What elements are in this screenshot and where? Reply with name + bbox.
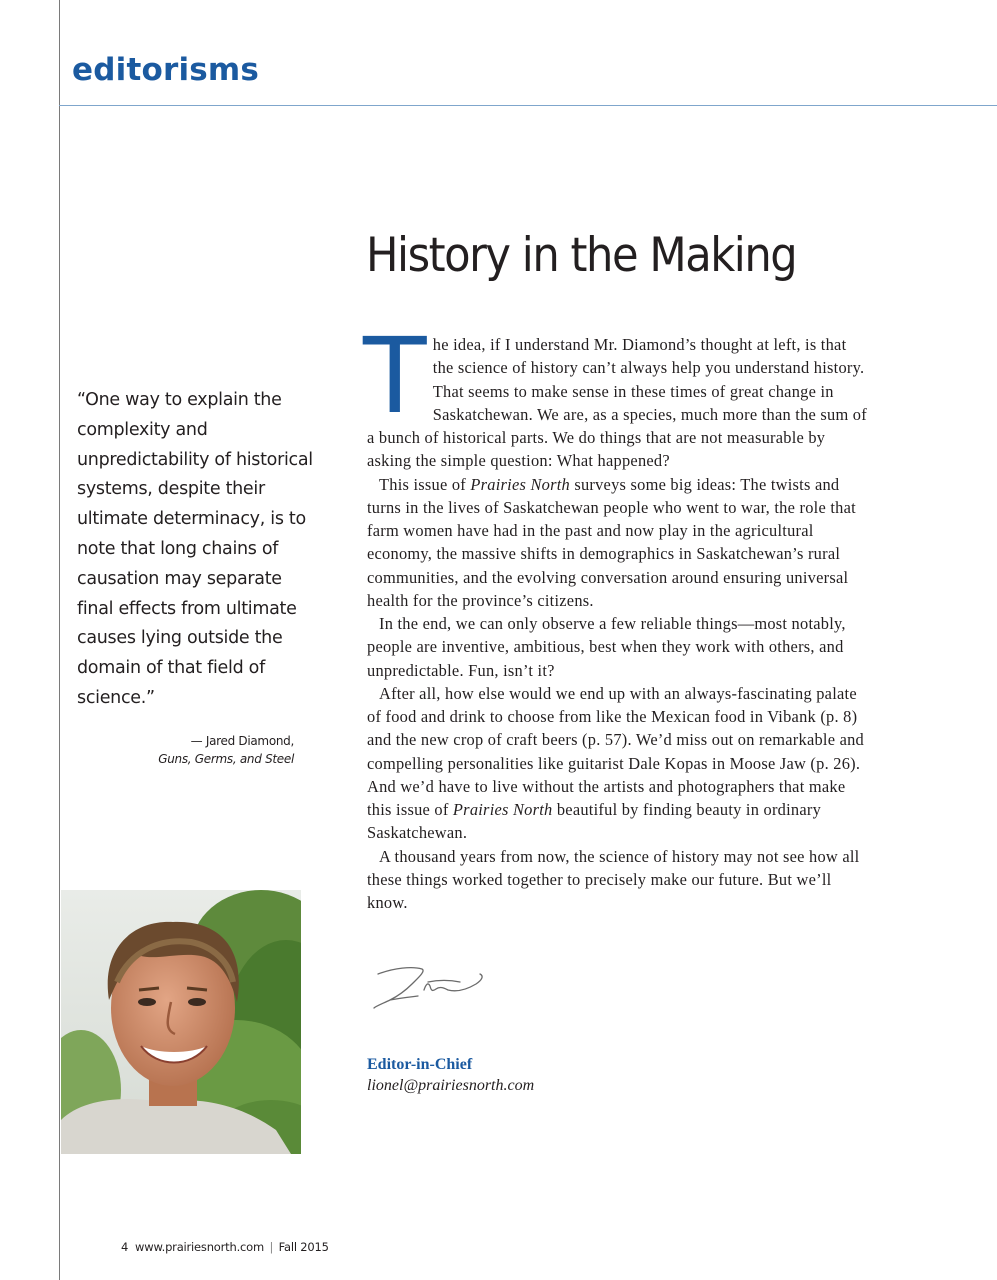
quote-attribution (100, 733, 294, 768)
quote-book-title: Guns, Germs, and Steel (158, 751, 294, 766)
left-margin-rule (59, 0, 60, 1280)
paragraph-4: After all, how else would we end up with an always-fascinating palate of food and drink to choose from like the Mexican food in Vibank (p. 8) and the new crop of craft beers (p. 57). We’d miss out on remarkable and compelling personalities like guitarist Dale Kopas in Moose Jaw (p. 26). And we’d have to live without the artists and photographers that make this issue of Prairies North beautiful by finding beauty in ordinary Saskatchewan. (367, 683, 865, 843)
magazine-name: Prairies North (452, 800, 553, 819)
paragraph-5: A thousand years from now, the science of history may not see how all these things worked together to precisely make our future. But we’ll know. (367, 846, 860, 912)
paragraph-2: This issue of Prairies North surveys some big ideas: The twists and turns in the lives of Saskatchewan people who went to war, the role that farm women have had in the past and now play in the agricultural economy, the massive shifts in demographics in Saskatchewan’s rural communities, and the evolving conversation around ensuring universal health for the province’s citizens. (367, 474, 856, 610)
article-body (363, 315, 869, 914)
page-footer (121, 1240, 329, 1254)
article-title: History in the Making (366, 228, 797, 283)
magazine-name: Prairies North (470, 474, 570, 494)
footer-separator: | (269, 1240, 274, 1254)
editor-signature (366, 960, 490, 1022)
quote-author: — Jared Diamond, (190, 734, 294, 748)
section-heading: editorisms (72, 52, 260, 88)
footer-issue: Fall 2015 (278, 1240, 329, 1254)
pull-quote: “One way to explain the complexity and unpredictability of historical systems, despite their ultimate determinacy, is to note that long chains of causation may separate final effects from ultimate causes lying outside the domain of that field of science.” (77, 390, 313, 708)
paragraph-1: The idea, if I understand Mr. Diamond’s thought at left, is that the science of history can’t always help you understand history. That seems to make sense in these times of great change in Saskatchewan. We are, as a species, much more than the sum of a bunch of historical parts. We do things that are not measurable by asking the simple question: What happened? (363, 315, 867, 471)
drop-cap: T (363, 315, 427, 437)
editor-role: Editor-in-Chief (367, 1056, 473, 1073)
editor-photo (61, 890, 301, 1154)
paragraph-3: In the end, we can only observe a few reliable things—most notably, people are inventive, ambitious, best when they work with others, and unpredictable. Fun, isn’t it? (367, 614, 846, 680)
editor-email[interactable]: lionel@prairiesnorth.com (367, 1077, 535, 1094)
page-number: 4 (121, 1240, 129, 1254)
header-rule (59, 105, 997, 106)
footer-website[interactable]: www.prairiesnorth.com (135, 1240, 264, 1254)
